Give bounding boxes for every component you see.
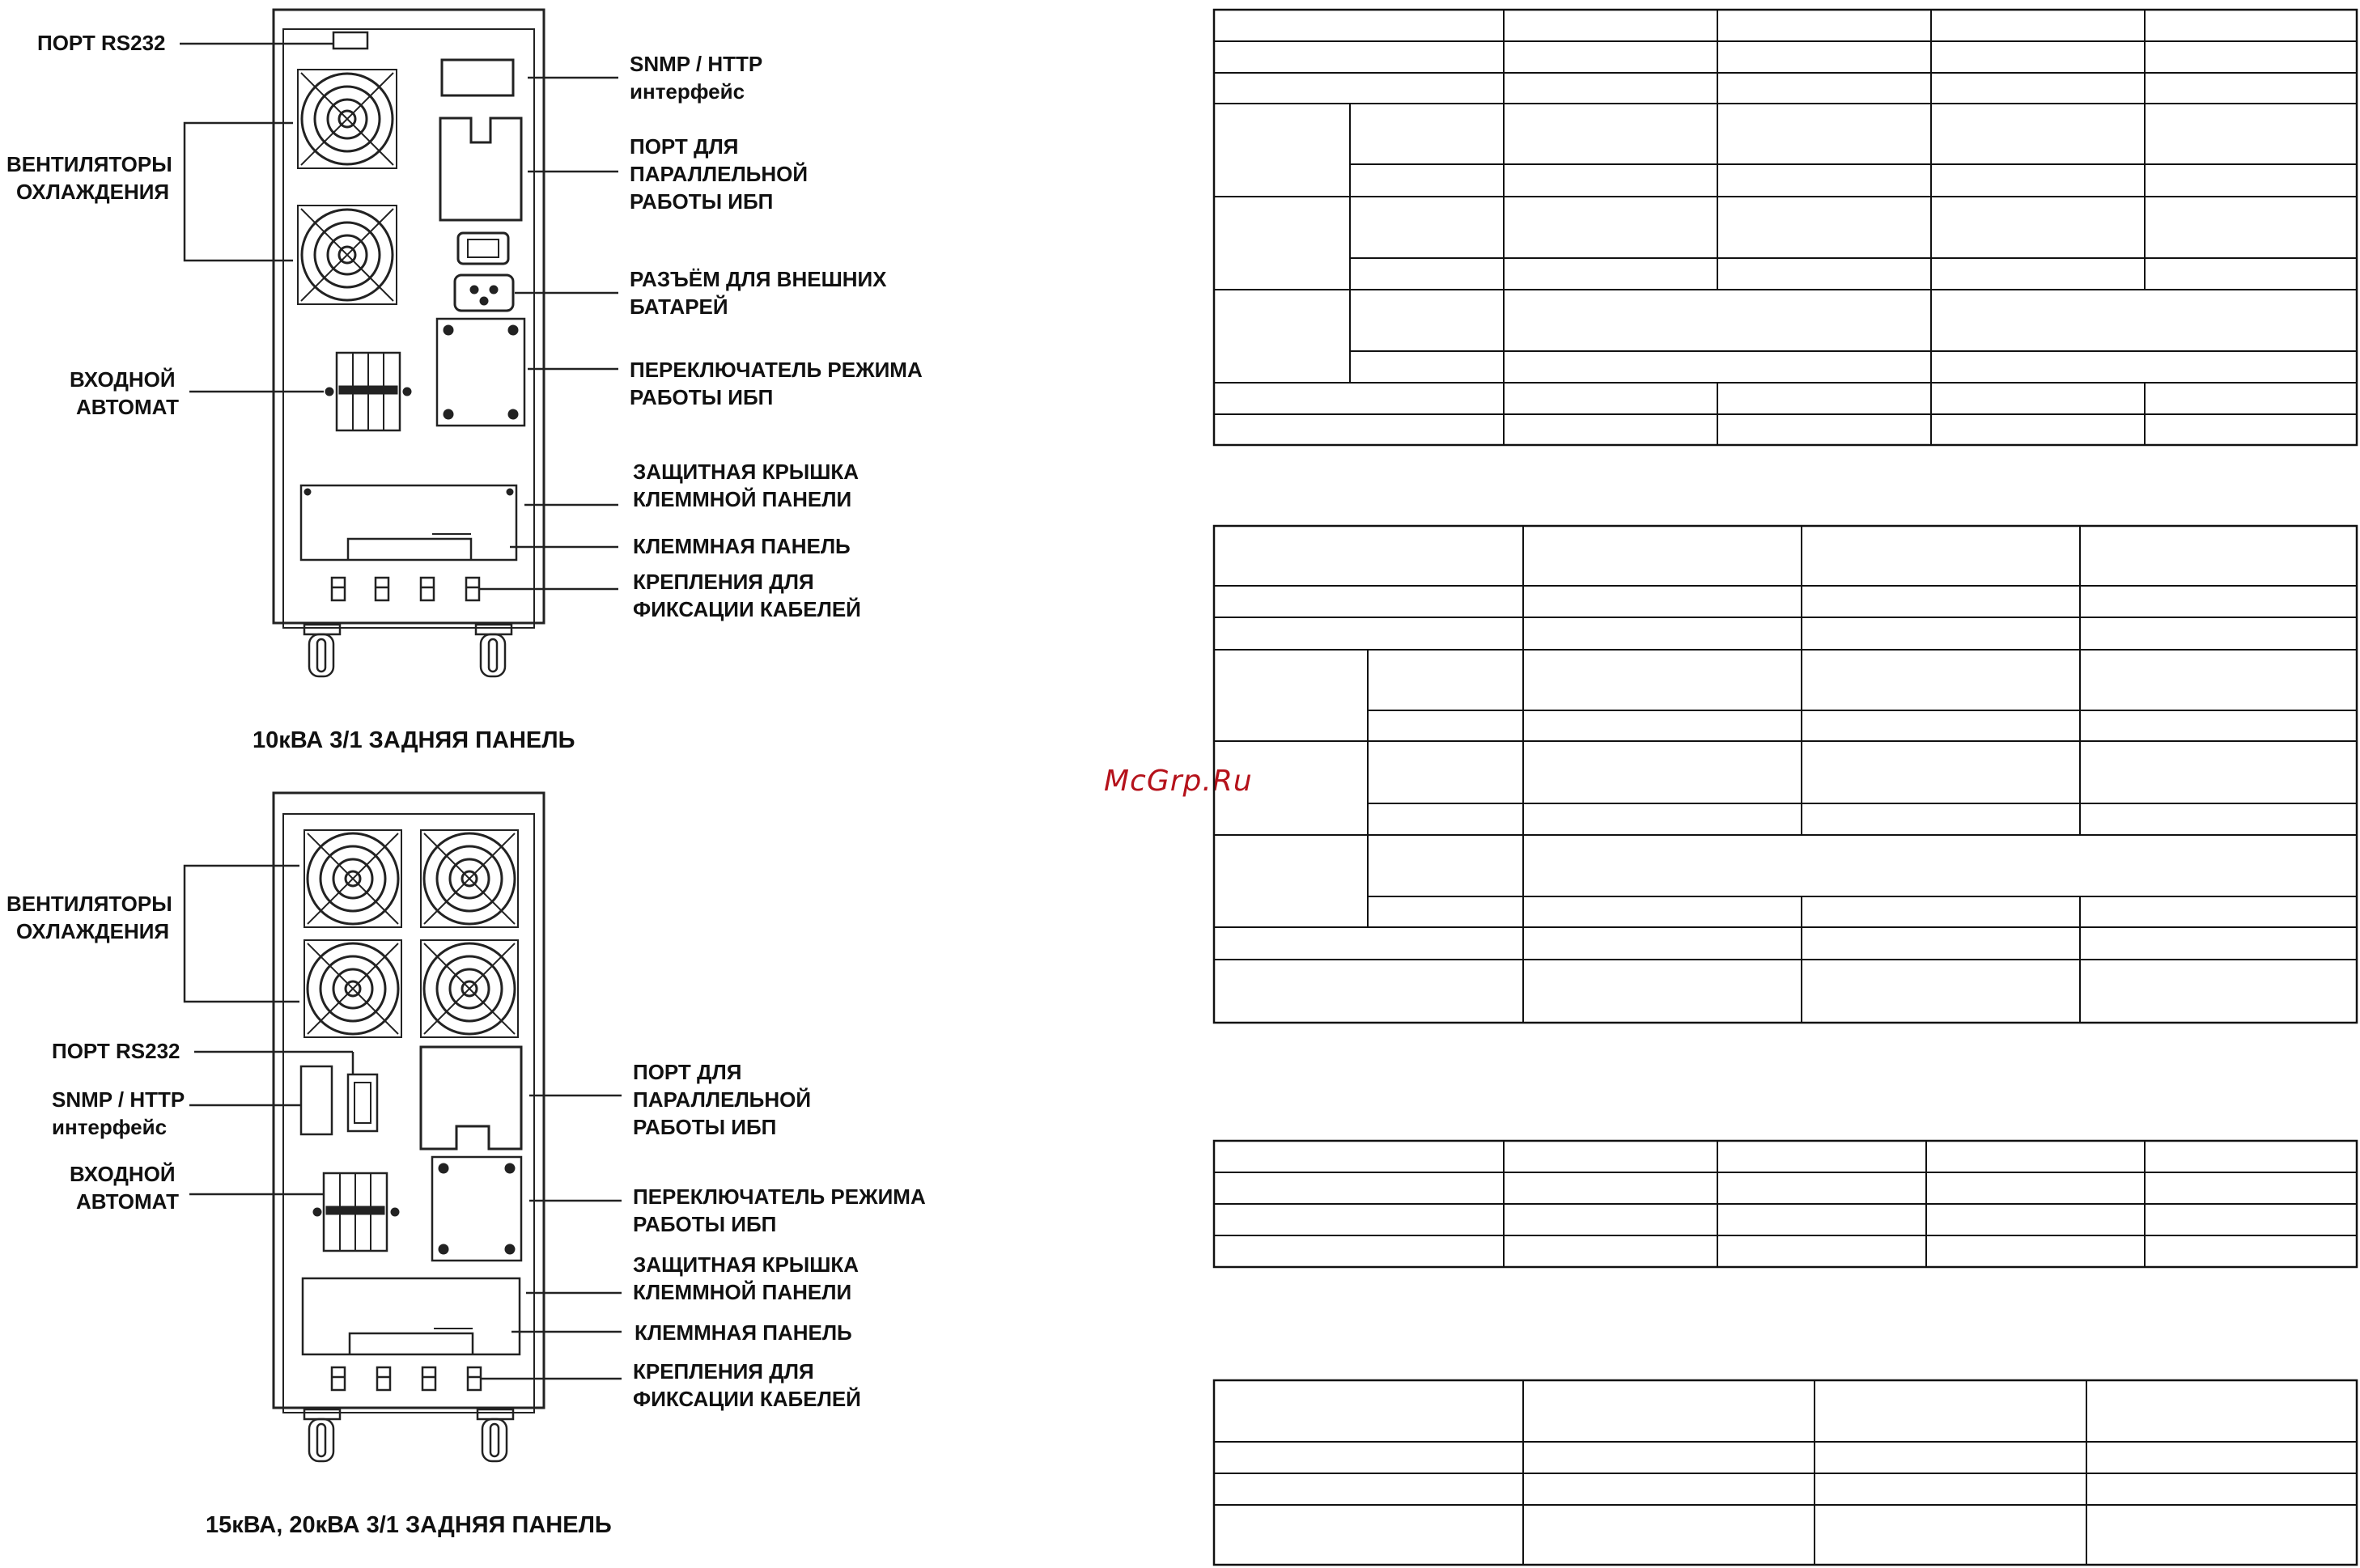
label-cooling-fans: ОХЛАЖДЕНИЯ — [16, 180, 170, 204]
ups-cabinet — [274, 10, 544, 623]
label-terminal-panel: КЛЕММНАЯ ПАНЕЛЬ — [635, 1320, 852, 1345]
label-rs232-port: ПОРТ RS232 — [52, 1039, 180, 1063]
label-terminal-cover: ЗАЩИТНАЯ КРЫШКА — [633, 1252, 860, 1277]
parallel-port-icon — [440, 118, 521, 220]
diagram-caption: 10кВА 3/1 ЗАДНЯЯ ПАНЕЛЬ — [253, 727, 575, 753]
spec-table-2 — [1212, 524, 2360, 1026]
label-cooling-fans: ОХЛАЖДЕНИЯ — [16, 919, 170, 943]
parallel-port-icon — [421, 1047, 521, 1149]
cooling-fan-icon — [298, 206, 397, 304]
cooling-fan-icon — [421, 830, 518, 927]
rear-panel-diagram-10kva — [0, 0, 939, 769]
label-mode-switch: ПЕРЕКЛЮЧАТЕЛЬ РЕЖИМА — [633, 1184, 926, 1209]
label-input-breaker: ВХОДНОЙ — [70, 1162, 176, 1186]
label-terminal-cover: ЗАЩИТНАЯ КРЫШКА — [633, 460, 860, 484]
cooling-fan-icon — [421, 940, 518, 1037]
spec-table-1 — [1212, 8, 2360, 450]
watermark: McGrp.Ru — [1104, 765, 1253, 798]
label-parallel-port: РАБОТЫ ИБП — [630, 189, 774, 214]
label-cable-clamps: ФИКСАЦИИ КАБЕЛЕЙ — [633, 597, 861, 621]
spec-table-3 — [1212, 1139, 2360, 1270]
label-snmp-interface: SNMP / HTTP — [52, 1087, 185, 1112]
label-snmp-interface: интерфейс — [630, 79, 745, 104]
terminal-cover-icon — [303, 1278, 520, 1354]
label-terminal-panel: КЛЕММНАЯ ПАНЕЛЬ — [633, 534, 851, 558]
label-snmp-interface: SNMP / HTTP — [630, 52, 763, 76]
label-battery-connector: РАЗЪЁМ ДЛЯ ВНЕШНИХ — [630, 267, 887, 291]
label-terminal-cover: КЛЕММНОЙ ПАНЕЛИ — [633, 1280, 852, 1304]
label-battery-connector: БАТАРЕЙ — [630, 295, 728, 319]
cable-clamp-icon — [332, 1367, 481, 1390]
cooling-fan-icon — [298, 70, 397, 168]
cable-clamp-icon — [332, 578, 479, 600]
snmp-slot-icon — [301, 1066, 332, 1134]
connector-icon — [458, 233, 508, 264]
label-cable-clamps: КРЕПЛЕНИЯ ДЛЯ — [633, 1359, 814, 1384]
label-input-breaker: АВТОМАТ — [76, 395, 180, 419]
label-cable-clamps: ФИКСАЦИИ КАБЕЛЕЙ — [633, 1387, 861, 1411]
label-cable-clamps: КРЕПЛЕНИЯ ДЛЯ — [633, 570, 814, 594]
label-terminal-cover: КЛЕММНОЙ ПАНЕЛИ — [633, 487, 852, 511]
rs232-port-icon — [333, 32, 367, 49]
label-parallel-port: РАБОТЫ ИБП — [633, 1115, 777, 1139]
ups-cabinet — [274, 793, 544, 1408]
rear-panel-diagram-15-20kva — [0, 777, 939, 1568]
label-parallel-port: ПОРТ ДЛЯ — [633, 1060, 742, 1084]
terminal-cover-icon — [301, 485, 516, 560]
spec-table-4 — [1212, 1379, 2360, 1568]
label-cooling-fans: ВЕНТИЛЯТОРЫ — [6, 152, 172, 176]
label-input-breaker: ВХОДНОЙ — [70, 367, 176, 392]
label-mode-switch: ПЕРЕКЛЮЧАТЕЛЬ РЕЖИМА — [630, 358, 923, 382]
label-snmp-interface: интерфейс — [52, 1115, 168, 1139]
caster-wheel-icon — [304, 625, 511, 676]
label-parallel-port: ПОРТ ДЛЯ — [630, 134, 739, 159]
label-cooling-fans: ВЕНТИЛЯТОРЫ — [6, 892, 172, 916]
label-mode-switch: РАБОТЫ ИБП — [630, 385, 774, 409]
snmp-slot-icon — [442, 60, 513, 95]
input-breaker-icon — [314, 1173, 398, 1251]
cooling-fan-icon — [304, 940, 401, 1037]
diagram-caption: 15кВА, 20кВА 3/1 ЗАДНЯЯ ПАНЕЛЬ — [206, 1512, 612, 1538]
input-breaker-icon — [326, 353, 410, 430]
label-input-breaker: АВТОМАТ — [76, 1189, 180, 1214]
label-parallel-port: ПАРАЛЛЕЛЬНОЙ — [630, 162, 809, 186]
label-parallel-port: ПАРАЛЛЕЛЬНОЙ — [633, 1087, 812, 1112]
cooling-fan-icon — [304, 830, 401, 927]
label-rs232-port: ПОРТ RS232 — [37, 31, 166, 55]
caster-wheel-icon — [304, 1409, 513, 1461]
label-mode-switch: РАБОТЫ ИБП — [633, 1212, 777, 1236]
